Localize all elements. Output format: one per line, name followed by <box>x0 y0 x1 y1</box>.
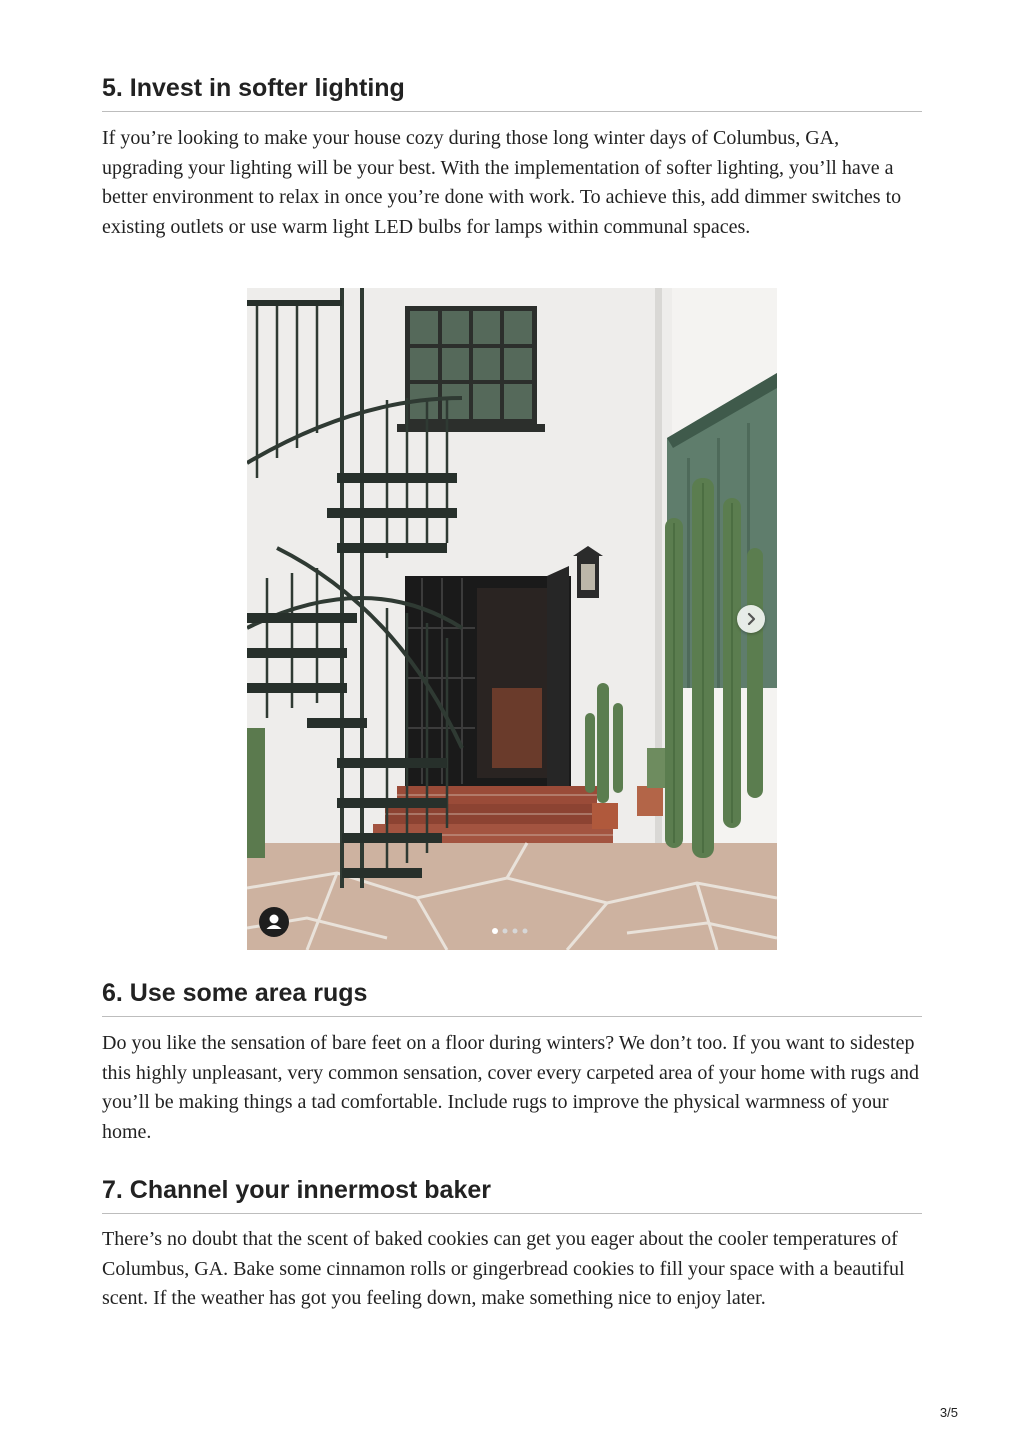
section-heading-lighting: 5. Invest in softer lighting <box>102 73 922 112</box>
section-body-rugs: Do you like the sensation of bare feet on a floor during winters? We don’t too. If you want to sidestep this highly unpleasant, very common sensation, cover every carpeted area of your home with rugs and you’ll be making things a tad comfortable. Include rugs to improve the physical warmness of your home. <box>102 1032 919 1143</box>
user-avatar-icon[interactable] <box>259 907 289 937</box>
section-heading-rugs: 6. Use some area rugs <box>102 978 922 1017</box>
section-body-baker: There’s no doubt that the scent of baked cookies can get you eager about the cooler temperatures of Columbus, GA. Bake some cinnamon rolls or gingerbread cookies to fill your space with a beautiful scent. If the weather has got you feeling down, make something nice to enjoy later. <box>102 1228 905 1309</box>
courtyard-photo <box>247 288 777 950</box>
section-heading-baker: 7. Channel your innermost baker <box>102 1175 922 1214</box>
page-number: 3/5 <box>939 1405 958 1420</box>
next-arrow-icon[interactable] <box>737 605 765 633</box>
section-body-lighting: If you’re looking to make your house cozy during those long winter days of Columbus, GA, upgrading your lighting will be your best. With the implementation of softer lighting, you’ll have a better environment to relax in once you’re done with work. To achieve this, add dimmer switches to existing outlets or use warm light LED bulbs for lamps within communal spaces. <box>102 127 902 238</box>
